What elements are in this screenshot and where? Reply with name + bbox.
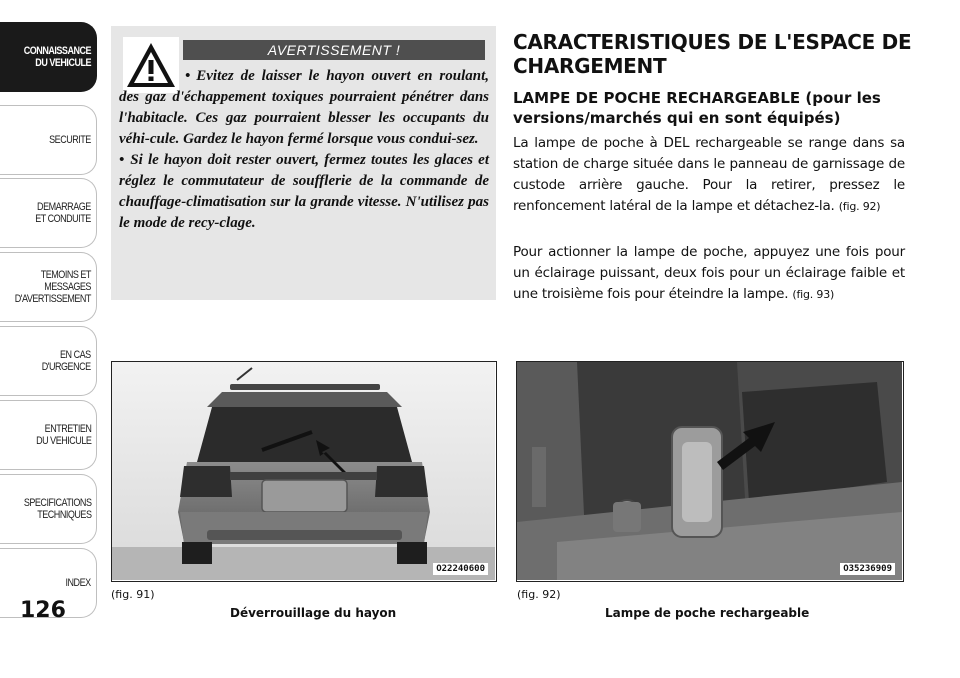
tab-label: EN CAS D'URGENCE (42, 349, 91, 373)
warning-title: AVERTISSEMENT ! (183, 40, 485, 60)
tab-label: CONNAISSANCE DU VEHICULE (23, 45, 91, 69)
warning-item (119, 66, 489, 150)
bullet: • (119, 152, 125, 168)
tab-label: INDEX (65, 577, 91, 589)
tab-en-cas-d-urgence[interactable] (0, 326, 97, 396)
paragraph (513, 133, 905, 217)
bullet: • (185, 68, 191, 84)
paragraph-text: La lampe de poche à DEL rechargeable se range dans sa station de charge située dans le panneau de garnissage de custode arrière gauche. Pour la retirer, pressez le renfoncement latéral de la lampe et détachez-la. (513, 135, 905, 214)
tab-label: SPECIFICATIONS TECHNIQUES (23, 497, 91, 521)
tab-demarrage-et-conduite[interactable] (0, 178, 97, 248)
warning-text (119, 66, 489, 234)
figure-caption: Déverrouillage du hayon (230, 606, 397, 620)
warning-item-text: Evitez de laisser le hayon ouvert en roulant, des gaz d'échappement toxiques pourraient pénétrer dans l'habitacle. Ces gaz pourraient blesser les occupants du véhi-cule. Gardez le hayon fermé lorsque vous condui-sez. (119, 68, 489, 147)
flashlight-illustration (517, 362, 902, 580)
figure-label: (fig. 91) (111, 588, 155, 601)
tab-temoins-et-messages[interactable] (0, 252, 97, 322)
section-heading: CARACTERISTIQUES DE L'ESPACE DE CHARGEMENT (513, 30, 912, 78)
figure-label: (fig. 92) (517, 588, 561, 601)
tab-securite[interactable] (0, 105, 97, 175)
tab-label: ENTRETIEN DU VEHICULE (35, 423, 91, 447)
tab-label: TEMOINS ET MESSAGES D'AVERTISSEMENT (14, 269, 91, 305)
paragraph-text: Pour actionner la lampe de poche, appuyez une fois pour un éclairage puissant, deux fois pour un éclairage faible et une troisième fois pour éteindre la lampe. (513, 244, 905, 302)
tab-label: SECURITE (49, 134, 91, 146)
tab-connaissance-du-vehicule[interactable] (0, 22, 97, 92)
paragraph (513, 242, 905, 305)
tab-entretien-du-vehicule[interactable] (0, 400, 97, 470)
warning-item-text: Si le hayon doit rester ouvert, fermez toutes les glaces et réglez le commutateur de soufflerie de la commande de chauffage-climatisation sur la grande vitesse. N'utilisez pas le mode de recy-clage. (119, 152, 489, 231)
figure-reference[interactable]: (fig. 93) (792, 288, 835, 301)
page-number: 126 (20, 598, 66, 623)
tailgate-illustration (112, 362, 495, 580)
figure-tailgate (111, 361, 497, 582)
section-subheading: LAMPE DE POCHE RECHARGEABLE (pour les versions/marchés qui en sont équipés) (513, 89, 881, 127)
warning-box (111, 26, 496, 300)
warning-item (119, 150, 489, 234)
figure-reference[interactable]: (fig. 92) (838, 200, 881, 213)
figure-code: O22240600 (433, 563, 488, 575)
figure-code: O35236909 (840, 563, 895, 575)
figure-caption: Lampe de poche rechargeable (605, 606, 810, 620)
tab-label: DEMARRAGE ET CONDUITE (35, 201, 91, 225)
figure-flashlight (516, 361, 904, 582)
tab-specifications-techniques[interactable] (0, 474, 97, 544)
